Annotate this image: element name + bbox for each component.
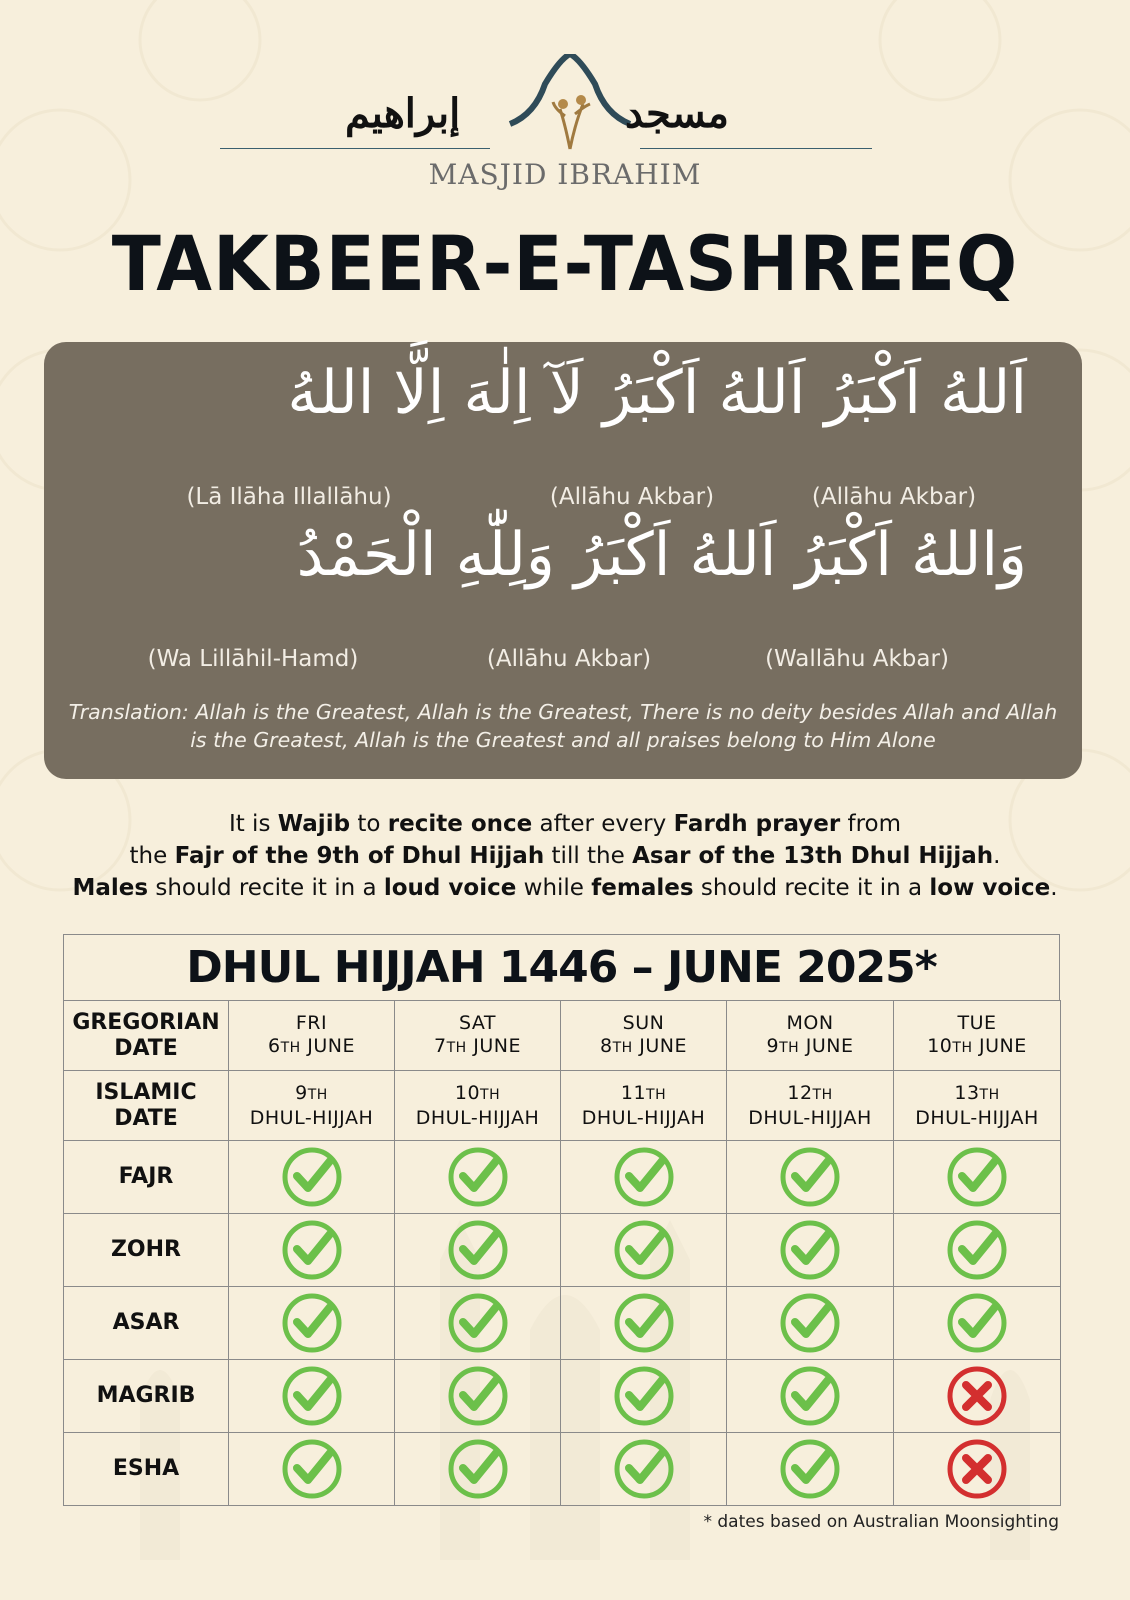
translation-body: Allah is the Greatest, Allah is the Greatest, There is no deity besides Allah and Allah is the Greatest, Allah is the Greatest and all praises belong to Him Alone — [188, 700, 1058, 752]
instructions-line-1: It is Wajib to recite once after every Fardh prayer from — [228, 811, 902, 837]
translation-label: Translation: — [68, 700, 189, 724]
status-cell — [894, 1287, 1061, 1360]
status-cell — [561, 1360, 727, 1433]
instructions-line-3: Males should recite it in a loud voice while females should recite it in a low voice. — [72, 875, 1058, 901]
gregorian-date-cell: TUE 10TH JUNE — [894, 1001, 1061, 1071]
footnote: * dates based on Australian Moonsighting — [703, 1512, 1059, 1532]
status-cell — [395, 1214, 561, 1287]
dua-panel — [44, 342, 1082, 779]
translit-allahu-akbar-1: (Allāhu Akbar) — [549, 484, 715, 510]
check-icon — [945, 1291, 1009, 1355]
status-cell — [229, 1141, 395, 1214]
masjid-logo — [0, 40, 1130, 210]
status-cell — [727, 1287, 894, 1360]
status-cell — [395, 1287, 561, 1360]
check-icon — [778, 1145, 842, 1209]
status-cell — [229, 1214, 395, 1287]
table-title: DHUL HIJJAH 1446 – JUNE 2025* — [63, 934, 1060, 1000]
gregorian-date-cell: FRI 6TH JUNE — [229, 1001, 395, 1071]
prayer-name: ASAR — [64, 1287, 229, 1360]
gregorian-date-cell: SUN 8TH JUNE — [561, 1001, 727, 1071]
check-icon — [446, 1145, 510, 1209]
translit-wa-lillahil-hamd: (Wa Lillāhil-Hamd) — [147, 646, 359, 672]
gregorian-date-cell: MON 9TH JUNE — [727, 1001, 894, 1071]
status-cell — [561, 1287, 727, 1360]
prayer-row-esha — [64, 1433, 1061, 1506]
gregorian-date-cell: SAT 7TH JUNE — [395, 1001, 561, 1071]
dome-icon — [505, 54, 635, 154]
page-title: TAKBEER-E-TASHREEQ — [111, 219, 1019, 309]
instructions-text — [0, 808, 1130, 904]
prayer-row-zohr — [64, 1214, 1061, 1287]
cross-icon — [945, 1437, 1009, 1501]
logo-arabic-ibrahim: إبراهيم — [345, 90, 461, 137]
status-cell — [561, 1141, 727, 1214]
status-cell — [561, 1433, 727, 1506]
status-cell — [727, 1141, 894, 1214]
status-cell — [727, 1214, 894, 1287]
prayer-name: MAGRIB — [64, 1360, 229, 1433]
check-icon — [446, 1291, 510, 1355]
check-icon — [612, 1218, 676, 1282]
check-icon — [945, 1145, 1009, 1209]
status-cell — [395, 1433, 561, 1506]
logo-divider-left — [220, 148, 490, 149]
check-icon — [280, 1291, 344, 1355]
check-icon — [280, 1218, 344, 1282]
logo-arabic-masjid: مسجد — [625, 90, 729, 137]
status-cell — [229, 1433, 395, 1506]
check-icon — [446, 1437, 510, 1501]
check-icon — [612, 1145, 676, 1209]
instructions-line-2: the Fajr of the 9th of Dhul Hijjah till the Asar of the 13th Dhul Hijjah. — [129, 843, 1001, 869]
check-icon — [280, 1437, 344, 1501]
status-cell — [561, 1214, 727, 1287]
status-cell — [395, 1141, 561, 1214]
translit-la-ilaha: (Lā Ilāha Illallāhu) — [186, 484, 392, 510]
cross-icon — [945, 1364, 1009, 1428]
status-cell — [727, 1433, 894, 1506]
prayer-row-magrib — [64, 1360, 1061, 1433]
check-icon — [446, 1364, 510, 1428]
islamic-date-cell: 11TH DHUL-HIJJAH — [561, 1071, 727, 1141]
schedule-table — [63, 934, 1060, 1506]
status-cell — [727, 1360, 894, 1433]
check-icon — [778, 1364, 842, 1428]
dua-arabic-line-2: وَاللهُ اَكْبَرُ اَللهُ اَكْبَرُ وَلِلّٰهِ الْحَمْدُ — [296, 520, 1027, 590]
check-icon — [612, 1364, 676, 1428]
status-cell — [395, 1360, 561, 1433]
islamic-date-cell: 12TH DHUL-HIJJAH — [727, 1071, 894, 1141]
check-icon — [446, 1218, 510, 1282]
gregorian-date-row — [64, 1001, 1061, 1071]
check-icon — [945, 1218, 1009, 1282]
check-icon — [612, 1437, 676, 1501]
check-icon — [778, 1218, 842, 1282]
logo-divider-right — [640, 148, 872, 149]
check-icon — [778, 1291, 842, 1355]
check-icon — [778, 1437, 842, 1501]
dua-arabic-line-1: اَللهُ اَكْبَرُ اَللهُ اَكْبَرُ لَآ اِلٰهَ اِلَّا اللهُ — [287, 358, 1027, 428]
translit-allahu-akbar-2: (Allāhu Akbar) — [811, 484, 977, 510]
status-cell — [894, 1141, 1061, 1214]
islamic-date-cell: 13TH DHUL-HIJJAH — [894, 1071, 1061, 1141]
prayer-name: ZOHR — [64, 1214, 229, 1287]
status-cell — [894, 1433, 1061, 1506]
logo-english-name: MASJID IBRAHIM — [428, 158, 702, 191]
gregorian-date-label: GREGORIAN DATE — [64, 1001, 229, 1071]
status-cell — [229, 1287, 395, 1360]
prayer-row-fajr — [64, 1141, 1061, 1214]
islamic-date-cell: 9TH DHUL-HIJJAH — [229, 1071, 395, 1141]
prayer-name: ESHA — [64, 1433, 229, 1506]
check-icon — [280, 1364, 344, 1428]
check-icon — [612, 1291, 676, 1355]
translit-allahu-akbar-3: (Allāhu Akbar) — [486, 646, 652, 672]
status-cell — [229, 1360, 395, 1433]
islamic-date-label: ISLAMIC DATE — [64, 1071, 229, 1141]
islamic-date-row — [64, 1071, 1061, 1141]
status-cell — [894, 1360, 1061, 1433]
check-icon — [280, 1145, 344, 1209]
translation-text — [64, 698, 1062, 754]
status-cell — [894, 1214, 1061, 1287]
prayer-name: FAJR — [64, 1141, 229, 1214]
translit-wallahu-akbar: (Wallāhu Akbar) — [765, 646, 949, 672]
islamic-date-cell: 10TH DHUL-HIJJAH — [395, 1071, 561, 1141]
prayer-row-asar — [64, 1287, 1061, 1360]
